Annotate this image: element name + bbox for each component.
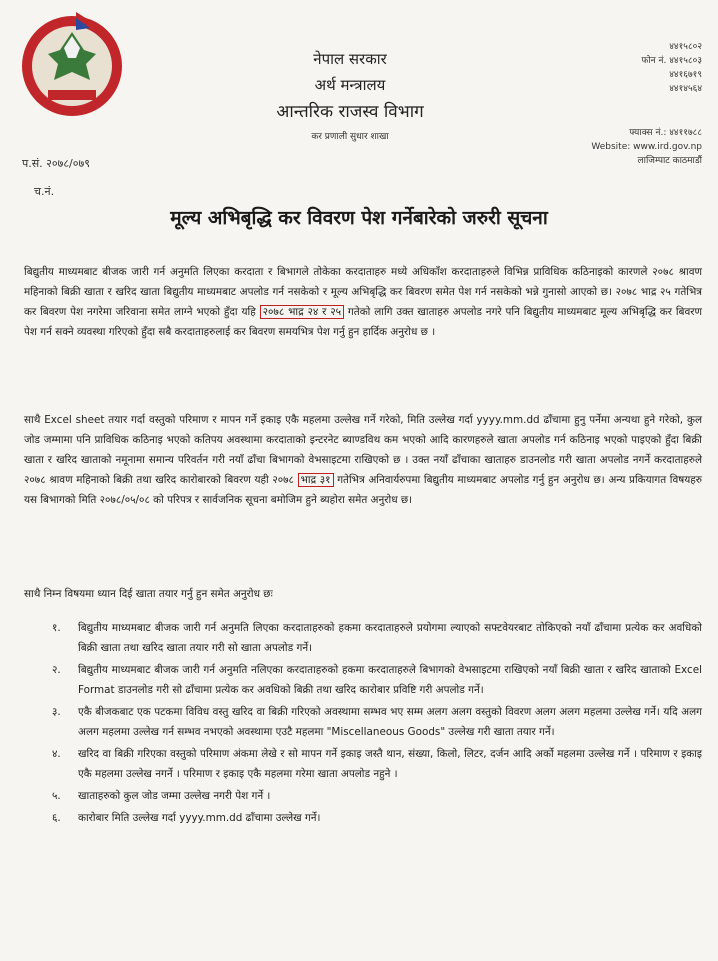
government-name: नेपाल सरकार (313, 50, 387, 68)
item-text: एकै बीजकबाट एक पटकमा विविध वस्तु खरिद वा बिक्री गरिएको अवस्थामा सम्भव भए सम्म अलग अलग वस्तुको विवरण अलग अलग महलमा उल्लेख गर्ने। यदि अलग अलग महलमा उल्लेख गर्न सम्भव नभएको अवस्थामा एउटै महलमा "Miscellaneous Goods" उल्लेख गरी खाता तयार गर्ने। (78, 706, 703, 738)
list-item (22, 702, 702, 742)
notice-title: मूल्य अभिबृद्धि कर विवरण पेश गर्नेबारेको जरुरी सूचना (170, 207, 548, 229)
letter-reference-number: प.सं. २०७८/०७९ (22, 157, 90, 170)
item-text: बिद्युतीय माध्यमबाट बीजक जारी गर्न अनुमति नलिएका करदाताहरुको हकमा करदाताहरुले बिभागको वेभसाइटमा राखिएको नयाँ बिक्री खाता र खरिद खाताको Excel Format डाउनलोड गरी सो ढाँचामा प्रत्येक कर अवधिको बिक्री तथा खरिद कारोबार प्रविष्टि गरी अपलोड गर्ने। (78, 664, 702, 696)
phone-2: फोन नं. ४४१५८०३ (641, 56, 702, 66)
contact-block (522, 40, 702, 168)
phone-1: ४४१५८०२ (669, 42, 702, 52)
letterhead (230, 46, 470, 148)
dispatch-number: च.नं. (34, 185, 55, 198)
item-text: बिद्युतीय माध्यमबाट बीजक जारी गर्न अनुमति लिएका करदाताहरुको हकमा करदाताहरुले प्रयोगमा ल्याएको सफ्टवेयरबाट तोकिएको नयाँ ढाँचामा प्रत्येक कर अवधिको बिक्री खाता तथा खरिद खाता तयार गरी सो खाता अपलोड गर्ने। (78, 622, 702, 654)
section-name: कर प्रणाली सुधार शाखा (311, 132, 389, 142)
list-item (22, 808, 702, 828)
item-text: कारोबार मिति उल्लेख गर्दा yyyy.mm.dd ढाँचामा उल्लेख गर्ने। (78, 812, 321, 824)
item-number: ५. (52, 790, 61, 802)
nepal-government-emblem (14, 4, 132, 122)
list-item (22, 786, 702, 806)
list-item (22, 660, 702, 700)
list-item (22, 618, 702, 658)
item-number: २. (52, 664, 61, 676)
fax-number: फ्याक्स नं.: ४४११७८८ (629, 128, 702, 138)
highlighted-deadline: भाद्र ३१ (298, 473, 334, 487)
paragraph-1-text-a: बिद्युतीय माध्यमबाट बीजक जारी गर्न अनुमति लिएका करदाता र बिभागले तोकेका करदाताहरु मध्ये अधिकाँश करदाताहरुले विभिन्न प्राविधिक कठिनाइको कारणले २०७८ श्रावण महिनाको बिक्री खाता र खरिद खाता बिद्युतीय माध्यमबाट अपलोड गर्न नसकेको र मूल्य अभिबृद्धि कर बिवरण समेत पेश गर्न नसकेको भन्ने गुनासो आएको छ। २०७८ भाद्र २५ गतेभित्र कर बिवरण पेश नगरेमा जरिवाना समेत लाग्ने भएको हुँदा यहि (24, 266, 702, 318)
item-number: ६. (52, 812, 61, 824)
paragraph-2-text-b: गतेभित्र अनिवार्यरुपमा बिद्युतीय माध्यमबाट अपलोड गर्नु हुन अनुरोध छ। अन्य प्रकियागत विषयहरु यस बिभागको मिति २०७८/०५/०८ को परिपत्र र सार्वजनिक सूचना बमोजिम हुने ब्यहोरा समेत अनुरोध छ। (24, 474, 702, 506)
item-number: ४. (52, 748, 61, 760)
ministry-name: अर्थ मन्त्रालय (314, 76, 386, 94)
paragraph-2-text-a: साथै Excel sheet तयार गर्दा वस्तुको परिमाण र मापन गर्ने इकाइ एकै महलमा उल्लेख गर्ने गरेको, मिति उल्लेख गर्दा yyyy.mm.dd ढाँचामा हुनु पर्नेमा अन्यथा हुने गरेको, कुल जोड जम्मामा पनि प्राविधिक कठिनाइ भएको कतिपय अवस्थामा करदाताको इन्टरनेट ब्याण्डविथ कम भएको आदि कारणहरुले खाता अपलोड गर्न कठिनाइ भएको पाइएको हुँदा बिक्री खाता र खरिद खाताको नमूनामा समान्य परिवर्तन गरी नयाँ ढाँचा बिभागको वेभसाइटमा राखिएको छ । उक्त नयाँ ढाँचाका खाताहरु डाउनलोड गरी खाता अपलोड नगर्ने करदाताहरुले २०७८ श्रावण महिनाको बिक्री तथा खरिद कारोबारको बिवरण यही २०७८ (24, 414, 702, 486)
paragraph-3: साथै निम्न विषयमा ध्यान दिई खाता तयार गर्नु हुन समेत अनुरोध छः (24, 588, 273, 600)
instruction-list (22, 618, 702, 830)
phone-3: ४४१६७१९ (669, 70, 702, 80)
highlighted-dates: २०७८ भाद्र २४ र २५ (260, 305, 344, 319)
phone-4: ४४१४५६४ (669, 84, 702, 94)
item-number: ३. (52, 706, 61, 718)
item-text: खाताहरुको कुल जोड जम्मा उल्लेख नगरी पेश गर्ने । (78, 790, 271, 802)
list-item (22, 744, 702, 784)
item-text: खरिद वा बिक्री गरिएका वस्तुको परिमाण अंकमा लेखे र सो मापन गर्ने इकाइ जस्तै थान, संख्या, किलो, लिटर, दर्जन आदि अर्को महलमा उल्लेख गर्ने । परिमाण र इकाइ एकै महलमा उल्लेख नगर्ने । परिमाण र इकाइ एकै महलमा गरेमा खाता अपलोड नहुने । (78, 748, 702, 780)
department-name: आन्तरिक राजस्व विभाग (276, 102, 424, 122)
paragraph-1 (24, 262, 702, 342)
item-number: १. (52, 622, 61, 634)
address: लाजिम्पाट काठमाडौं (637, 156, 702, 166)
paragraph-1-text-b: गतेको लागि उक्त खाताहरु अपलोड नगरे पनि बिद्युतीय माध्यमबाट मूल्य अभिबृद्धि कर बिवरण पेश गर्न सक्ने व्यवस्था गरिएको हुँदा सबै करदाताहरुलाई कर बिवरण समयभित्र पेश गर्नु हुन हार्दिक अनुरोध छ । (24, 306, 703, 338)
website: Website: www.ird.gov.np (591, 142, 702, 152)
paragraph-2 (24, 410, 702, 510)
